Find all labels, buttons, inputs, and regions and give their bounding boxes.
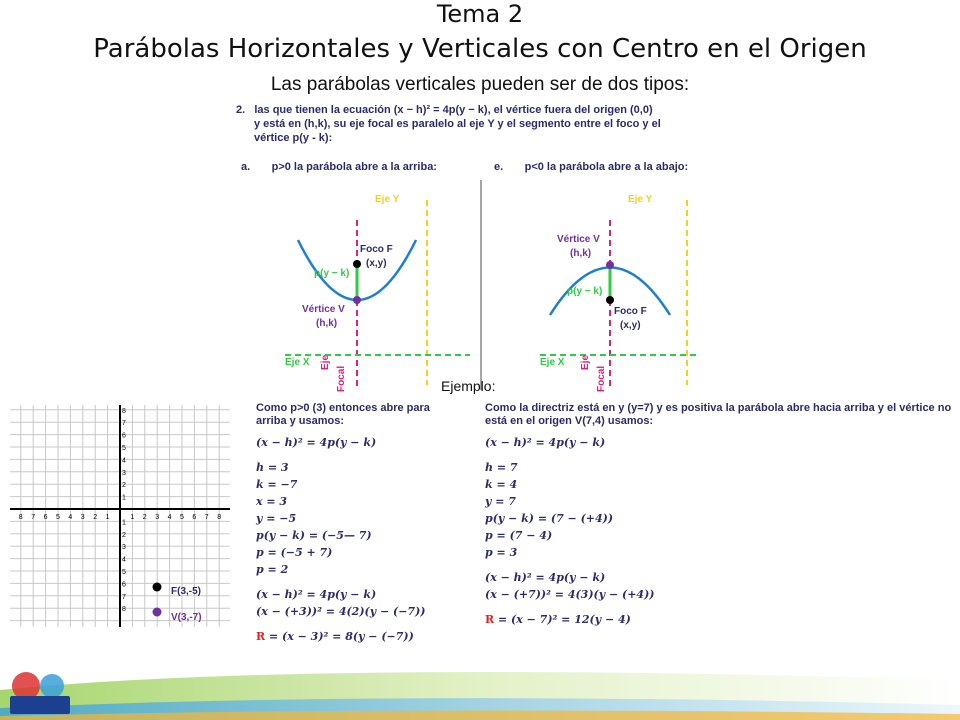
example-2-header: Como la directriz está en y (y=7) y es positiva la parábola abre hacia arriba y el vértice no está en el origen V(7,4) usamos: xyxy=(485,402,952,427)
grid-y-tick-label: 5 xyxy=(122,445,126,452)
intro-line-3: vértice p(y - k): xyxy=(254,132,333,144)
intro-line-2: y está en (h,k), su eje focal es paralelo al eje Y y el segmento entre el foco y el xyxy=(254,118,661,130)
intro-number: 2. xyxy=(236,104,246,116)
example-1-line xyxy=(256,451,456,459)
slide-intro-text: Las parábolas verticales pueden ser de dos tipos: xyxy=(270,74,690,95)
example-1-line: y = −5 xyxy=(256,512,297,525)
footer-banner xyxy=(0,650,960,720)
grid-x-tick-label: 5 xyxy=(56,514,60,521)
ejemplo-label: Ejemplo: xyxy=(441,378,496,394)
slide-subtitle: Parábolas Horizontales y Verticales con Centro en el Origen xyxy=(93,34,867,64)
example-2-result-label: R xyxy=(485,613,495,626)
intro-line-1: las que tienen la ecuación (x − h)² = 4p(y − k), el vértice fuera del origen (0,0) xyxy=(254,104,653,116)
example-1-result-label: R xyxy=(256,630,266,643)
right-p-label: p(y − k) xyxy=(567,286,603,297)
grid-x-tick-label: 2 xyxy=(93,514,98,521)
left-vertice-coords: (h,k) xyxy=(316,318,338,329)
example-1-line: k = −7 xyxy=(256,478,298,491)
right-eje-y-label: Eje Y xyxy=(628,194,653,205)
grid-x-tick-label: 6 xyxy=(192,514,197,521)
example-1-line xyxy=(256,620,456,628)
left-p-label: p(y − k) xyxy=(314,268,350,279)
grid-vertex-label: V(3,-7) xyxy=(171,612,202,623)
grid-x-tick-label: 2 xyxy=(142,514,147,521)
grid-x-tick-label: 8 xyxy=(18,514,23,521)
grid-y-tick-label: 8 xyxy=(122,606,126,614)
example-2-line: (x − h)² = 4p(y − k) xyxy=(485,571,606,584)
slide-title: Tema 2 xyxy=(436,0,524,28)
grid-y-tick-label: 4 xyxy=(122,556,126,564)
grid-x-tick-label: 1 xyxy=(130,514,135,521)
example-1-line: x = 3 xyxy=(256,495,288,508)
grid-y-tick-label: 1 xyxy=(122,494,126,502)
grid-y-tick-label: 6 xyxy=(122,581,126,589)
left-vertex-point xyxy=(353,296,361,304)
case-e-letter: e. xyxy=(494,161,504,173)
case-e-heading xyxy=(494,161,688,173)
grid-y-tick-label: 4 xyxy=(122,457,126,465)
grid-focus-point xyxy=(153,583,162,592)
grid-x-tick-label: 6 xyxy=(43,514,48,521)
example-2-line: h = 7 xyxy=(485,461,518,474)
right-eje-focal-label-2: Focal xyxy=(596,365,607,392)
left-eje-x-label: Eje X xyxy=(285,357,310,368)
grid-x-tick-label: 7 xyxy=(204,514,209,521)
right-foco-label: Foco F xyxy=(614,306,647,317)
right-foco-coords: (x,y) xyxy=(620,320,641,331)
example-1-line: (x − h)² = 4p(y − k) xyxy=(256,588,377,601)
grid-y-tick-label: 7 xyxy=(122,593,126,601)
grid-y-tick-label: 3 xyxy=(122,469,126,477)
grid-x-tick-label: 3 xyxy=(155,514,160,521)
left-eje-y-label: Eje Y xyxy=(375,194,400,205)
intro-paragraph xyxy=(236,103,706,145)
right-focus-point xyxy=(606,296,614,304)
parabola-diagrams xyxy=(240,180,710,395)
left-vertice-label: Vértice V xyxy=(302,304,345,315)
example-2-line: k = 4 xyxy=(485,478,518,491)
example-1-line xyxy=(256,578,456,586)
grid-vertex-point xyxy=(153,608,162,617)
right-vertice-coords: (h,k) xyxy=(570,248,592,259)
example-1-result xyxy=(256,628,456,645)
example-1-line: (x − h)² = 4p(y − k) xyxy=(256,436,377,449)
grid-y-tick-label: 2 xyxy=(122,482,126,490)
case-a-text: p>0 la parábola abre a la arriba: xyxy=(271,161,437,173)
example-2-line: (x − (+7))² = 4(3)(y − (+4)) xyxy=(485,588,655,601)
example-1-line: h = 3 xyxy=(256,461,289,474)
example-1 xyxy=(256,402,456,645)
example-2-line: p(y − k) = (7 − (+4)) xyxy=(485,512,614,525)
example-2-result xyxy=(485,611,957,628)
example-1-line: (x − (+3))² = 4(2)(y − (−7)) xyxy=(256,605,426,618)
grid-y-tick-label: 6 xyxy=(122,432,126,440)
grid-x-tick-label: 8 xyxy=(217,514,222,521)
grid-x-tick-label: 4 xyxy=(68,514,73,521)
grid-focus-label: F(3,-5) xyxy=(171,586,201,597)
example-2-result-text: = (x − 7)² = 12(y − 4) xyxy=(494,613,631,626)
example-2-line: p = (7 − 4) xyxy=(485,529,553,542)
grid-y-tick-label: 5 xyxy=(122,569,126,576)
example-1-line: p(y − k) = (−5— 7) xyxy=(256,529,372,542)
right-vertice-label: Vértice V xyxy=(557,234,600,245)
grid-x-tick-label: 3 xyxy=(80,514,85,521)
grid-y-tick-label: 7 xyxy=(122,420,126,428)
example-1-line: p = 2 xyxy=(256,563,289,576)
left-foco-coords: (x,y) xyxy=(366,258,387,269)
example-2 xyxy=(485,402,957,628)
left-focus-point xyxy=(353,260,361,268)
grid-y-tick-label: 3 xyxy=(122,544,126,552)
left-eje-focal-label-2: Focal xyxy=(336,365,347,392)
example-2-line: (x − h)² = 4p(y − k) xyxy=(485,436,606,449)
grid-x-tick-label: 7 xyxy=(31,514,36,521)
example-1-line: p = (−5 + 7) xyxy=(256,546,333,559)
grid-x-tick-label: 1 xyxy=(105,514,110,521)
left-eje-focal-label-1: Eje xyxy=(320,354,331,370)
case-a-heading xyxy=(241,161,437,173)
example-1-result-text: = (x − 3)² = 8(y − (−7)) xyxy=(265,630,414,643)
left-foco-label: Foco F xyxy=(360,244,393,255)
example-2-line: p = 3 xyxy=(485,546,518,559)
example-2-line xyxy=(485,451,957,459)
example-2-line: y = 7 xyxy=(485,495,516,508)
example-2-line xyxy=(485,561,957,569)
case-e-text: p<0 la parábola abre a la abajo: xyxy=(524,161,689,173)
example-2-line xyxy=(485,603,957,611)
grid-y-tick-label: 8 xyxy=(122,407,126,415)
example-1-header: Como p>0 (3) entonces abre para arriba y usamos: xyxy=(256,402,430,427)
right-vertex-point xyxy=(606,261,614,269)
right-eje-focal-label-1: Eje xyxy=(580,354,591,370)
case-a-letter: a. xyxy=(241,161,251,173)
grid-x-tick-label: 4 xyxy=(167,514,172,521)
grid-y-tick-label: 2 xyxy=(122,531,126,539)
grid-y-tick-label: 1 xyxy=(122,519,126,527)
right-eje-x-label: Eje X xyxy=(540,357,565,368)
grid-x-tick-label: 5 xyxy=(180,514,184,521)
